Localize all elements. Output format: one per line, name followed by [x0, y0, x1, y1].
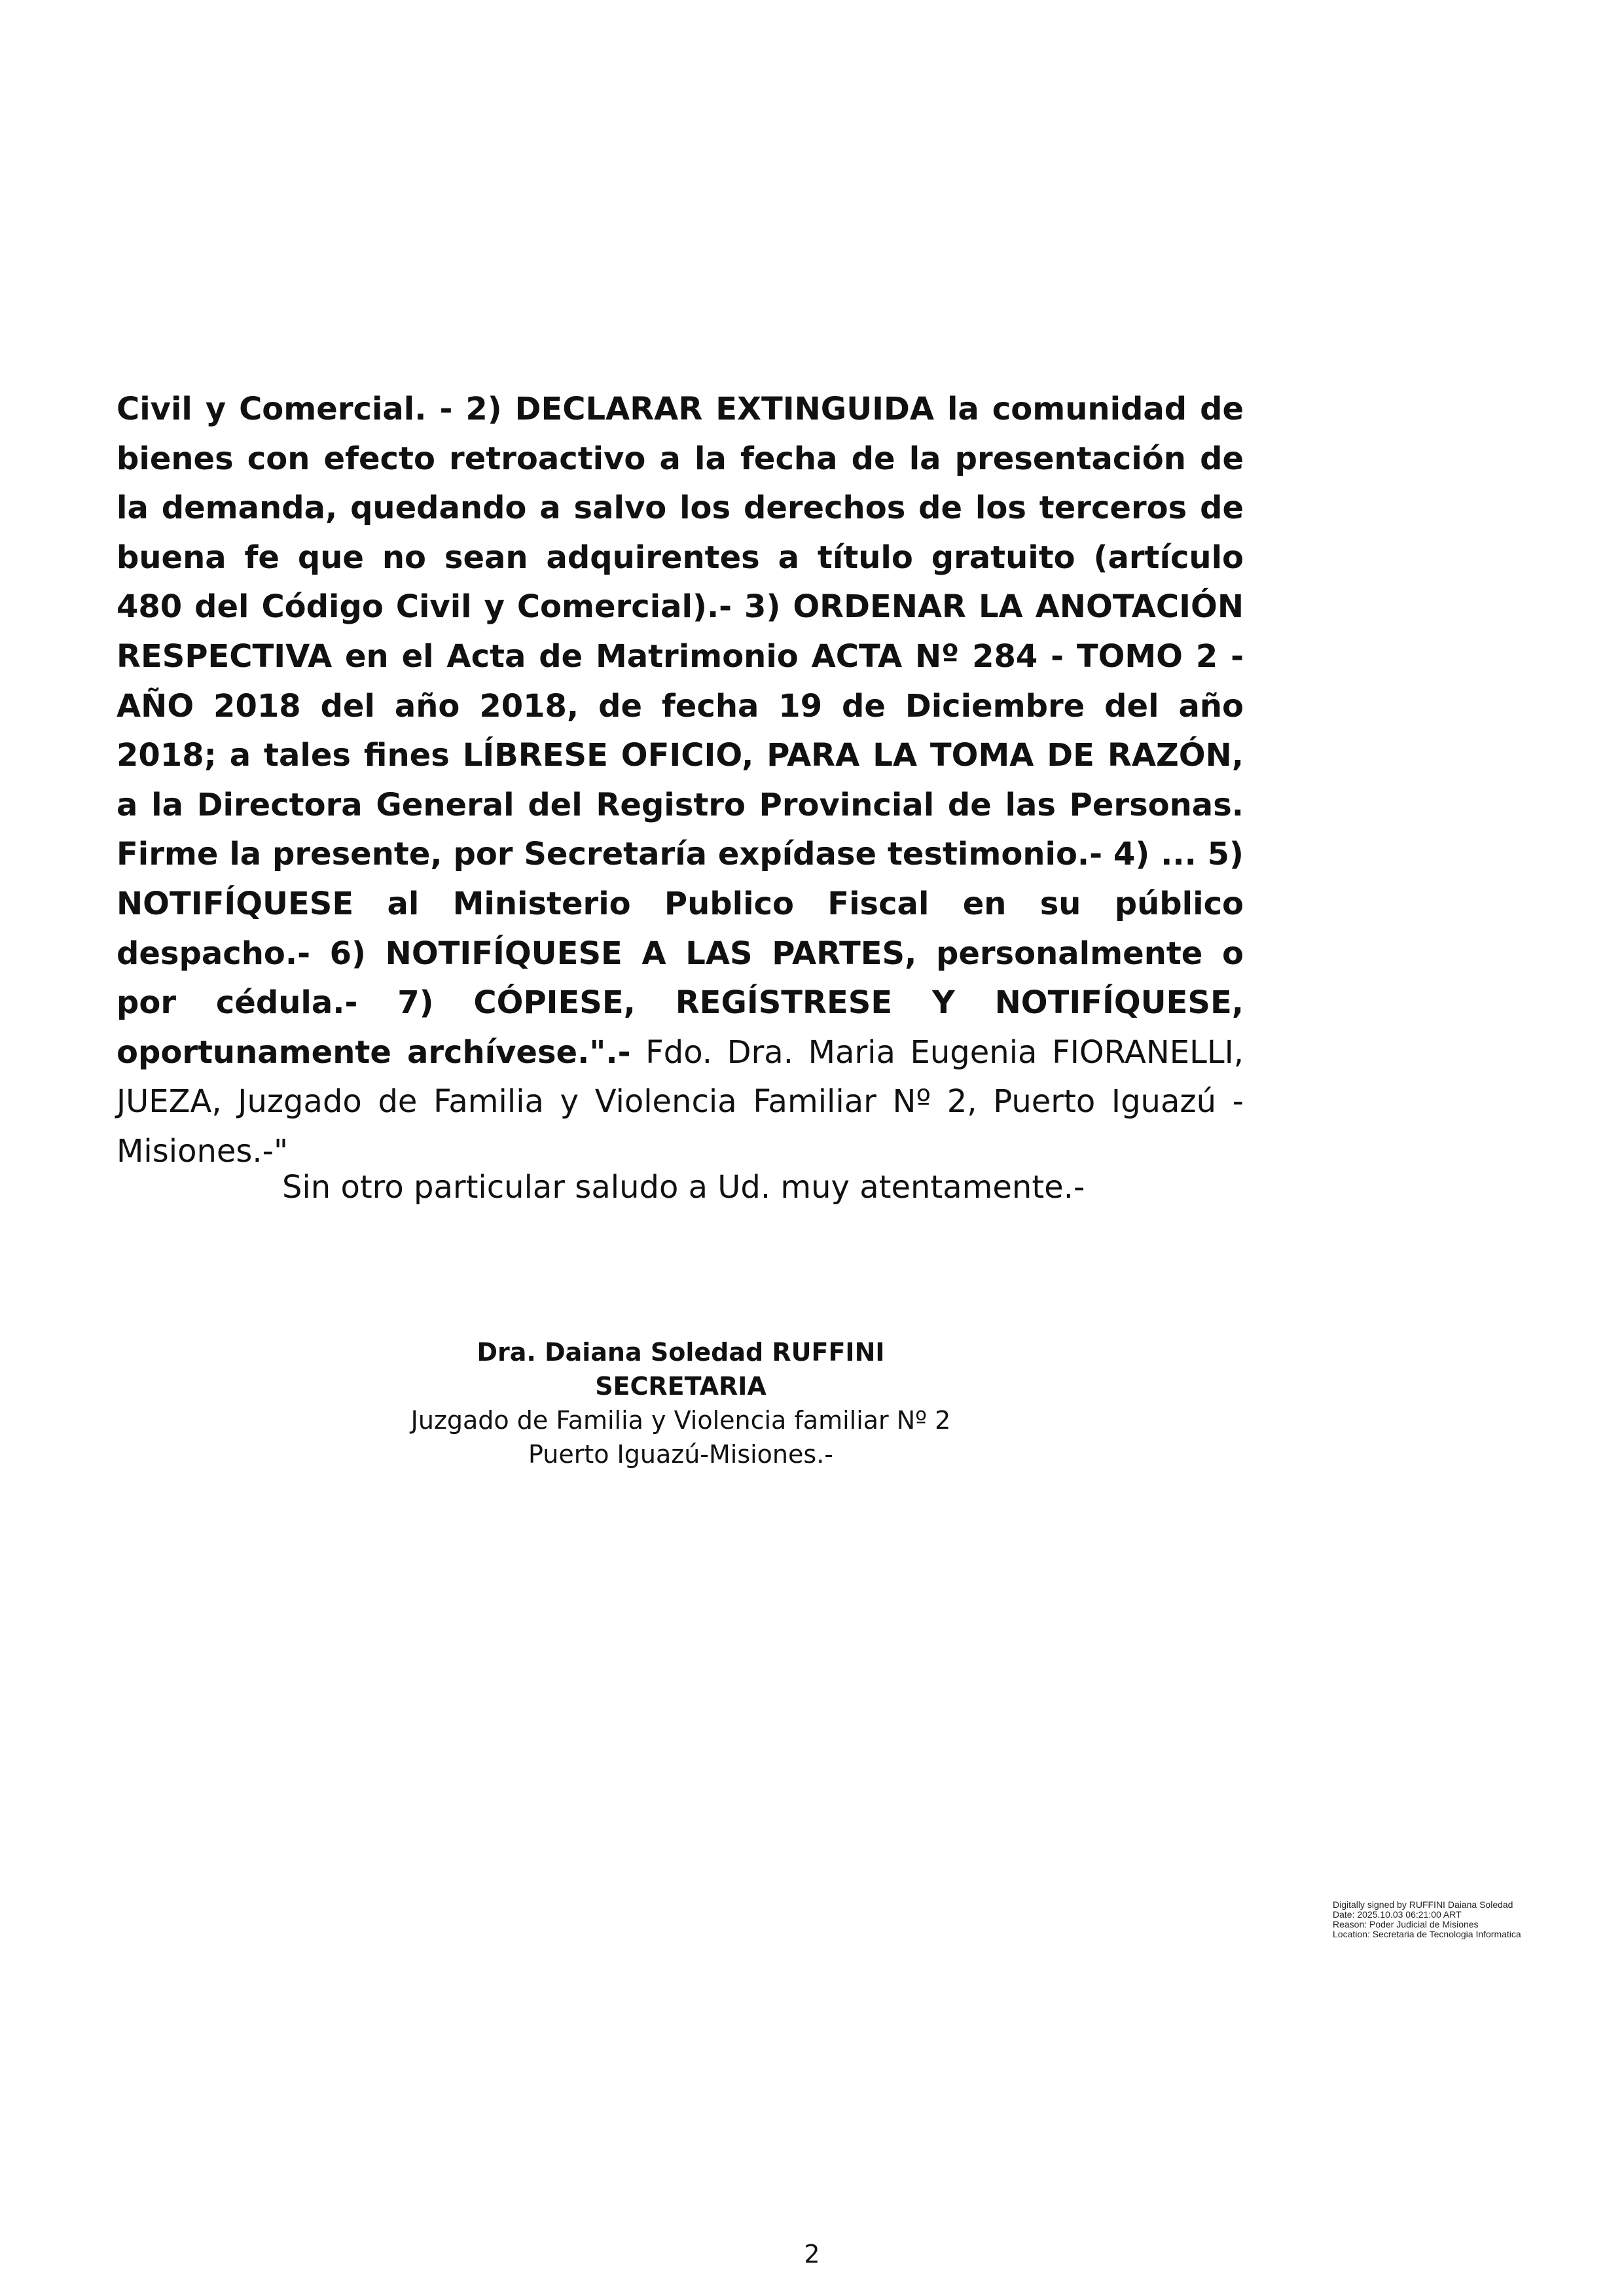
signer-location: Puerto Iguazú-Misiones.-	[528, 1440, 833, 1469]
closing-line: Sin otro particular saludo a Ud. muy atentamente.-	[282, 1169, 1085, 1206]
signer-role: SECRETARIA	[595, 1372, 767, 1401]
digital-signature-reason: Reason: Poder Judicial de Misiones	[1333, 1919, 1479, 1929]
resolution-bold-text: Civil y Comercial. - 2) DECLARAR EXTINGUIDA la comunidad de bienes con efecto retroactivo a la fecha de la presentación de la demanda, quedando a salvo los derechos de los terceros de buena fe que no sean adquirentes a título gratuito (artículo 480 del Código Civil y Comercial).- 3) ORDENAR LA ANOTACIÓN RESPECTIVA en el Acta de Matrimonio ACTA Nº 284 - TOMO 2 - AÑO 2018 del año 2018, de fecha 19 de Diciembre del año 2018; a tales fines LÍBRESE OFICIO, PARA LA TOMA DE RAZÓN, a la Directora General del Registro Provincial de las Personas. Firme la presente, por Secretaría expídase testimonio.- 4) ... 5) NOTIFÍQUESE al Ministerio Publico Fiscal en su público despacho.- 6) NOTIFÍQUESE A LAS PARTES, personalmente o por cédula.- 7) CÓPIESE, REGÍSTRESE Y NOTIFÍQUESE, oportunamente archívese.".-	[117, 391, 1244, 1071]
signer-name: Dra. Daiana Soledad RUFFINI	[477, 1338, 885, 1367]
signature-block	[353, 1335, 1008, 1471]
digital-signature-date: Date: 2025.10.03 06:21:00 ART	[1333, 1909, 1462, 1920]
resolution-paragraph	[117, 385, 1244, 1177]
resolution-signoff-text: Fdo. Dra. Maria Eugenia FIORANELLI, JUEZA, Juzgado de Familia y Violencia Familiar Nº 2, Puerto Iguazú - Misiones.-"	[117, 1033, 1244, 1170]
digital-signature-location: Location: Secretaria de Tecnologia Informatica	[1333, 1929, 1521, 1939]
signer-court: Juzgado de Familia y Violencia familiar Nº 2	[410, 1406, 951, 1435]
digital-signature-stamp	[1333, 1900, 1523, 1939]
digital-signature-signer: Digitally signed by RUFFINI Daiana Soledad	[1333, 1899, 1513, 1910]
page-number: 2	[804, 2240, 820, 2269]
